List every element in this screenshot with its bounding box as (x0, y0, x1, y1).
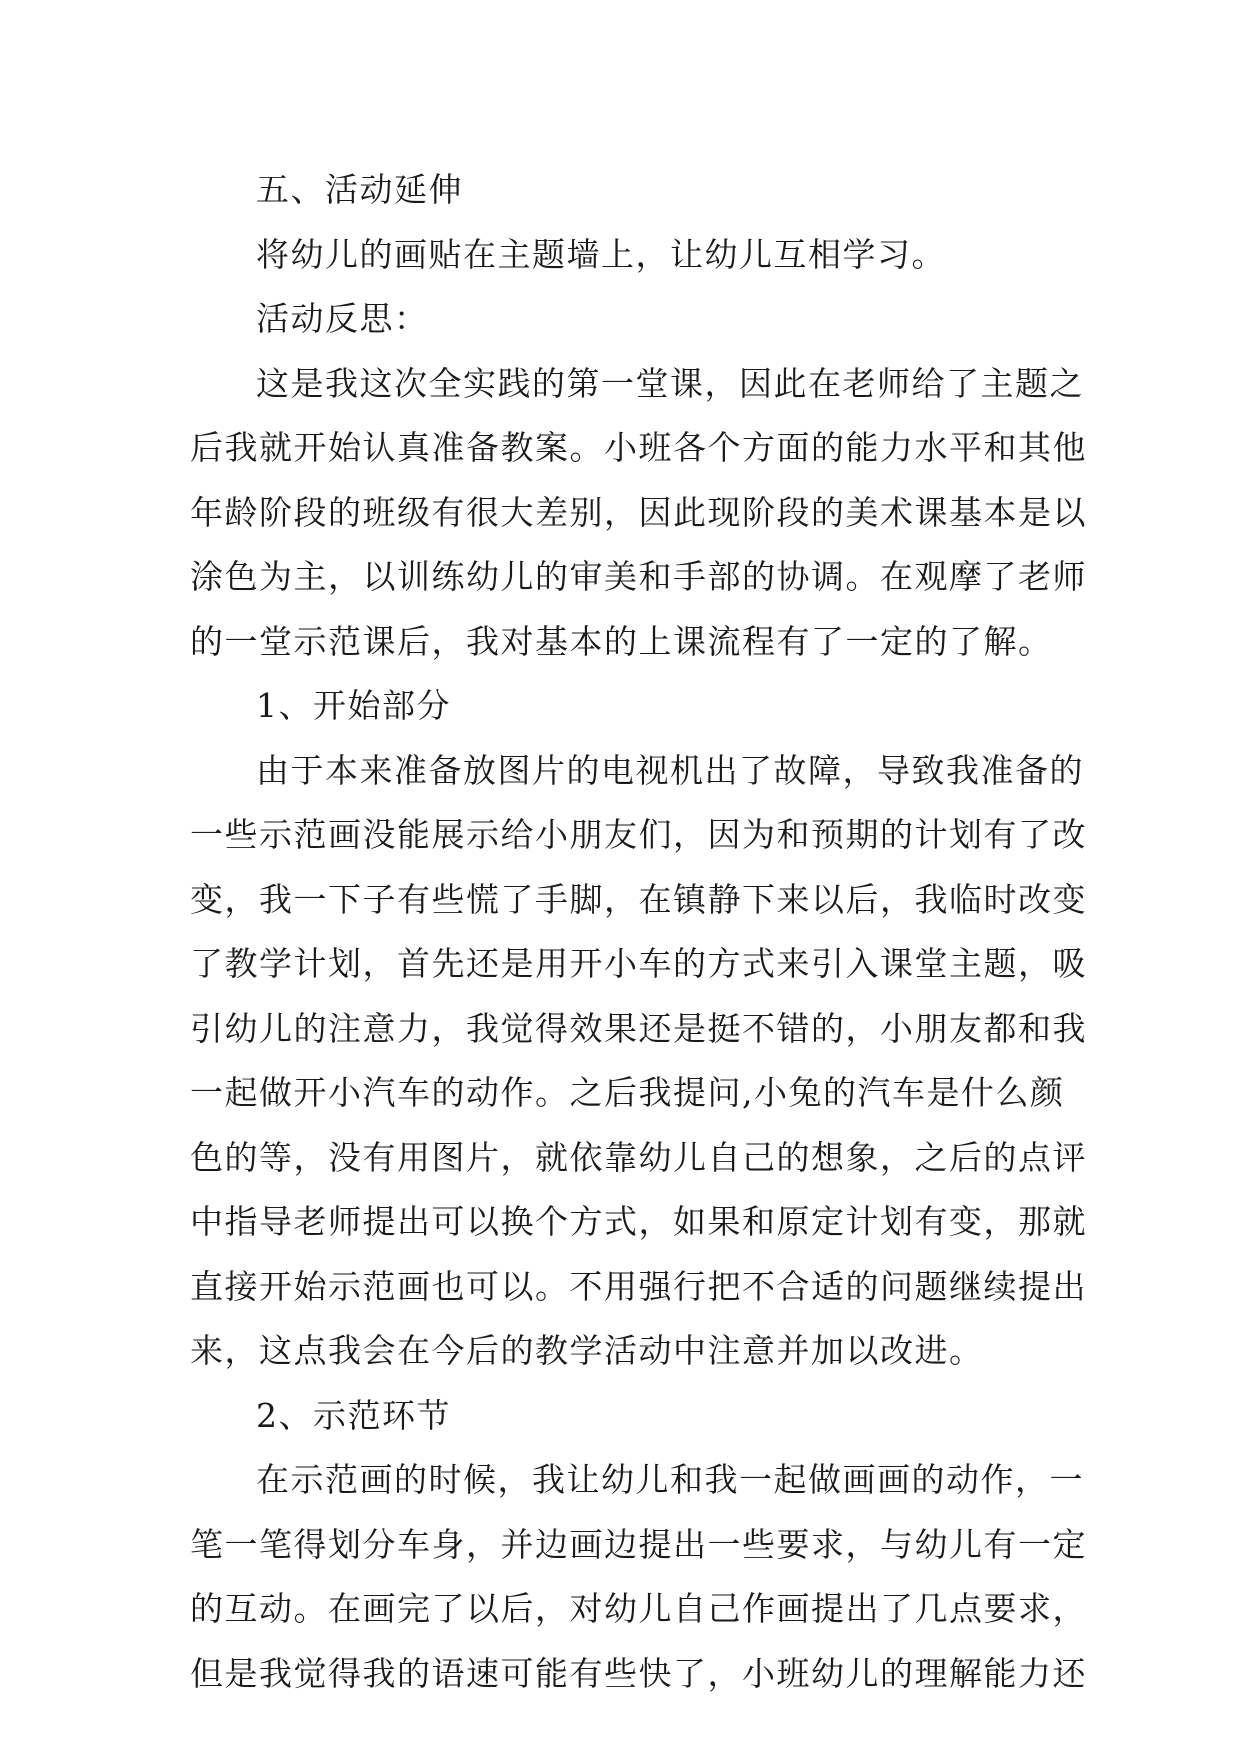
paragraph-line: 直接开始示范画也可以。不用强行把不合适的问题继续提出 (190, 1266, 1087, 1306)
section-heading: 活动反思： (256, 299, 429, 338)
section-heading: 五、活动延伸 (256, 170, 463, 209)
paragraph-line: 年龄阶段的班级有很大差别，因此现阶段的美术课基本是以 (190, 492, 1087, 532)
paragraph-line: 这是我这次全实践的第一堂课，因此在老师给了主题之 (256, 363, 1084, 403)
paragraph-line: 中指导老师提出可以换个方式，如果和原定计划有变，那就 (190, 1202, 1087, 1241)
document-body (190, 158, 1087, 1706)
paragraph-line: 变，我一下子有些慌了手脚，在镇静下来以后，我临时改变 (190, 879, 1087, 919)
paragraph-line: 的互动。在画完了以后，对幼儿自己作画提出了几点要求， (190, 1589, 1087, 1628)
paragraph-line: 笔一笔得划分车身，并边画边提出一些要求，与幼儿有一定 (190, 1524, 1087, 1564)
paragraph-line: 一些示范画没能展示给小朋友们，因为和预期的计划有了改 (190, 815, 1087, 854)
paragraph-line: 由于本来准备放图片的电视机出了故障，导致我准备的 (256, 750, 1084, 790)
paragraph-line: 在示范画的时候，我让幼儿和我一起做画画的动作，一 (256, 1460, 1084, 1499)
paragraph-line: 涂色为主，以训练幼儿的审美和手部的协调。在观摩了老师 (190, 557, 1087, 596)
paragraph-line: 的一堂示范课后，我对基本的上课流程有了一定的了解。 (190, 621, 1053, 661)
paragraph-line: 将幼儿的画贴在主题墙上，让幼儿互相学习。 (256, 234, 946, 274)
paragraph-line: 后我就开始认真准备教案。小班各个方面的能力水平和其他 (190, 428, 1087, 467)
paragraph-line: 了教学计划，首先还是用开小车的方式来引入课堂主题，吸 (190, 944, 1087, 983)
paragraph-line: 一起做开小汽车的动作。之后我提问,小兔的汽车是什么颜 (190, 1073, 1065, 1112)
paragraph-line: 来，这点我会在今后的教学活动中注意并加以改进。 (190, 1331, 984, 1370)
paragraph-line: 但是我觉得我的语速可能有些快了，小班幼儿的理解能力还 (190, 1653, 1087, 1693)
section-heading: 1、开始部分 (256, 686, 451, 725)
paragraph-line: 色的等，没有用图片，就依靠幼儿自己的想象，之后的点评 (190, 1137, 1087, 1177)
paragraph-line: 引幼儿的注意力，我觉得效果还是挺不错的，小朋友都和我 (190, 1008, 1087, 1048)
section-heading: 2、示范环节 (256, 1395, 451, 1435)
